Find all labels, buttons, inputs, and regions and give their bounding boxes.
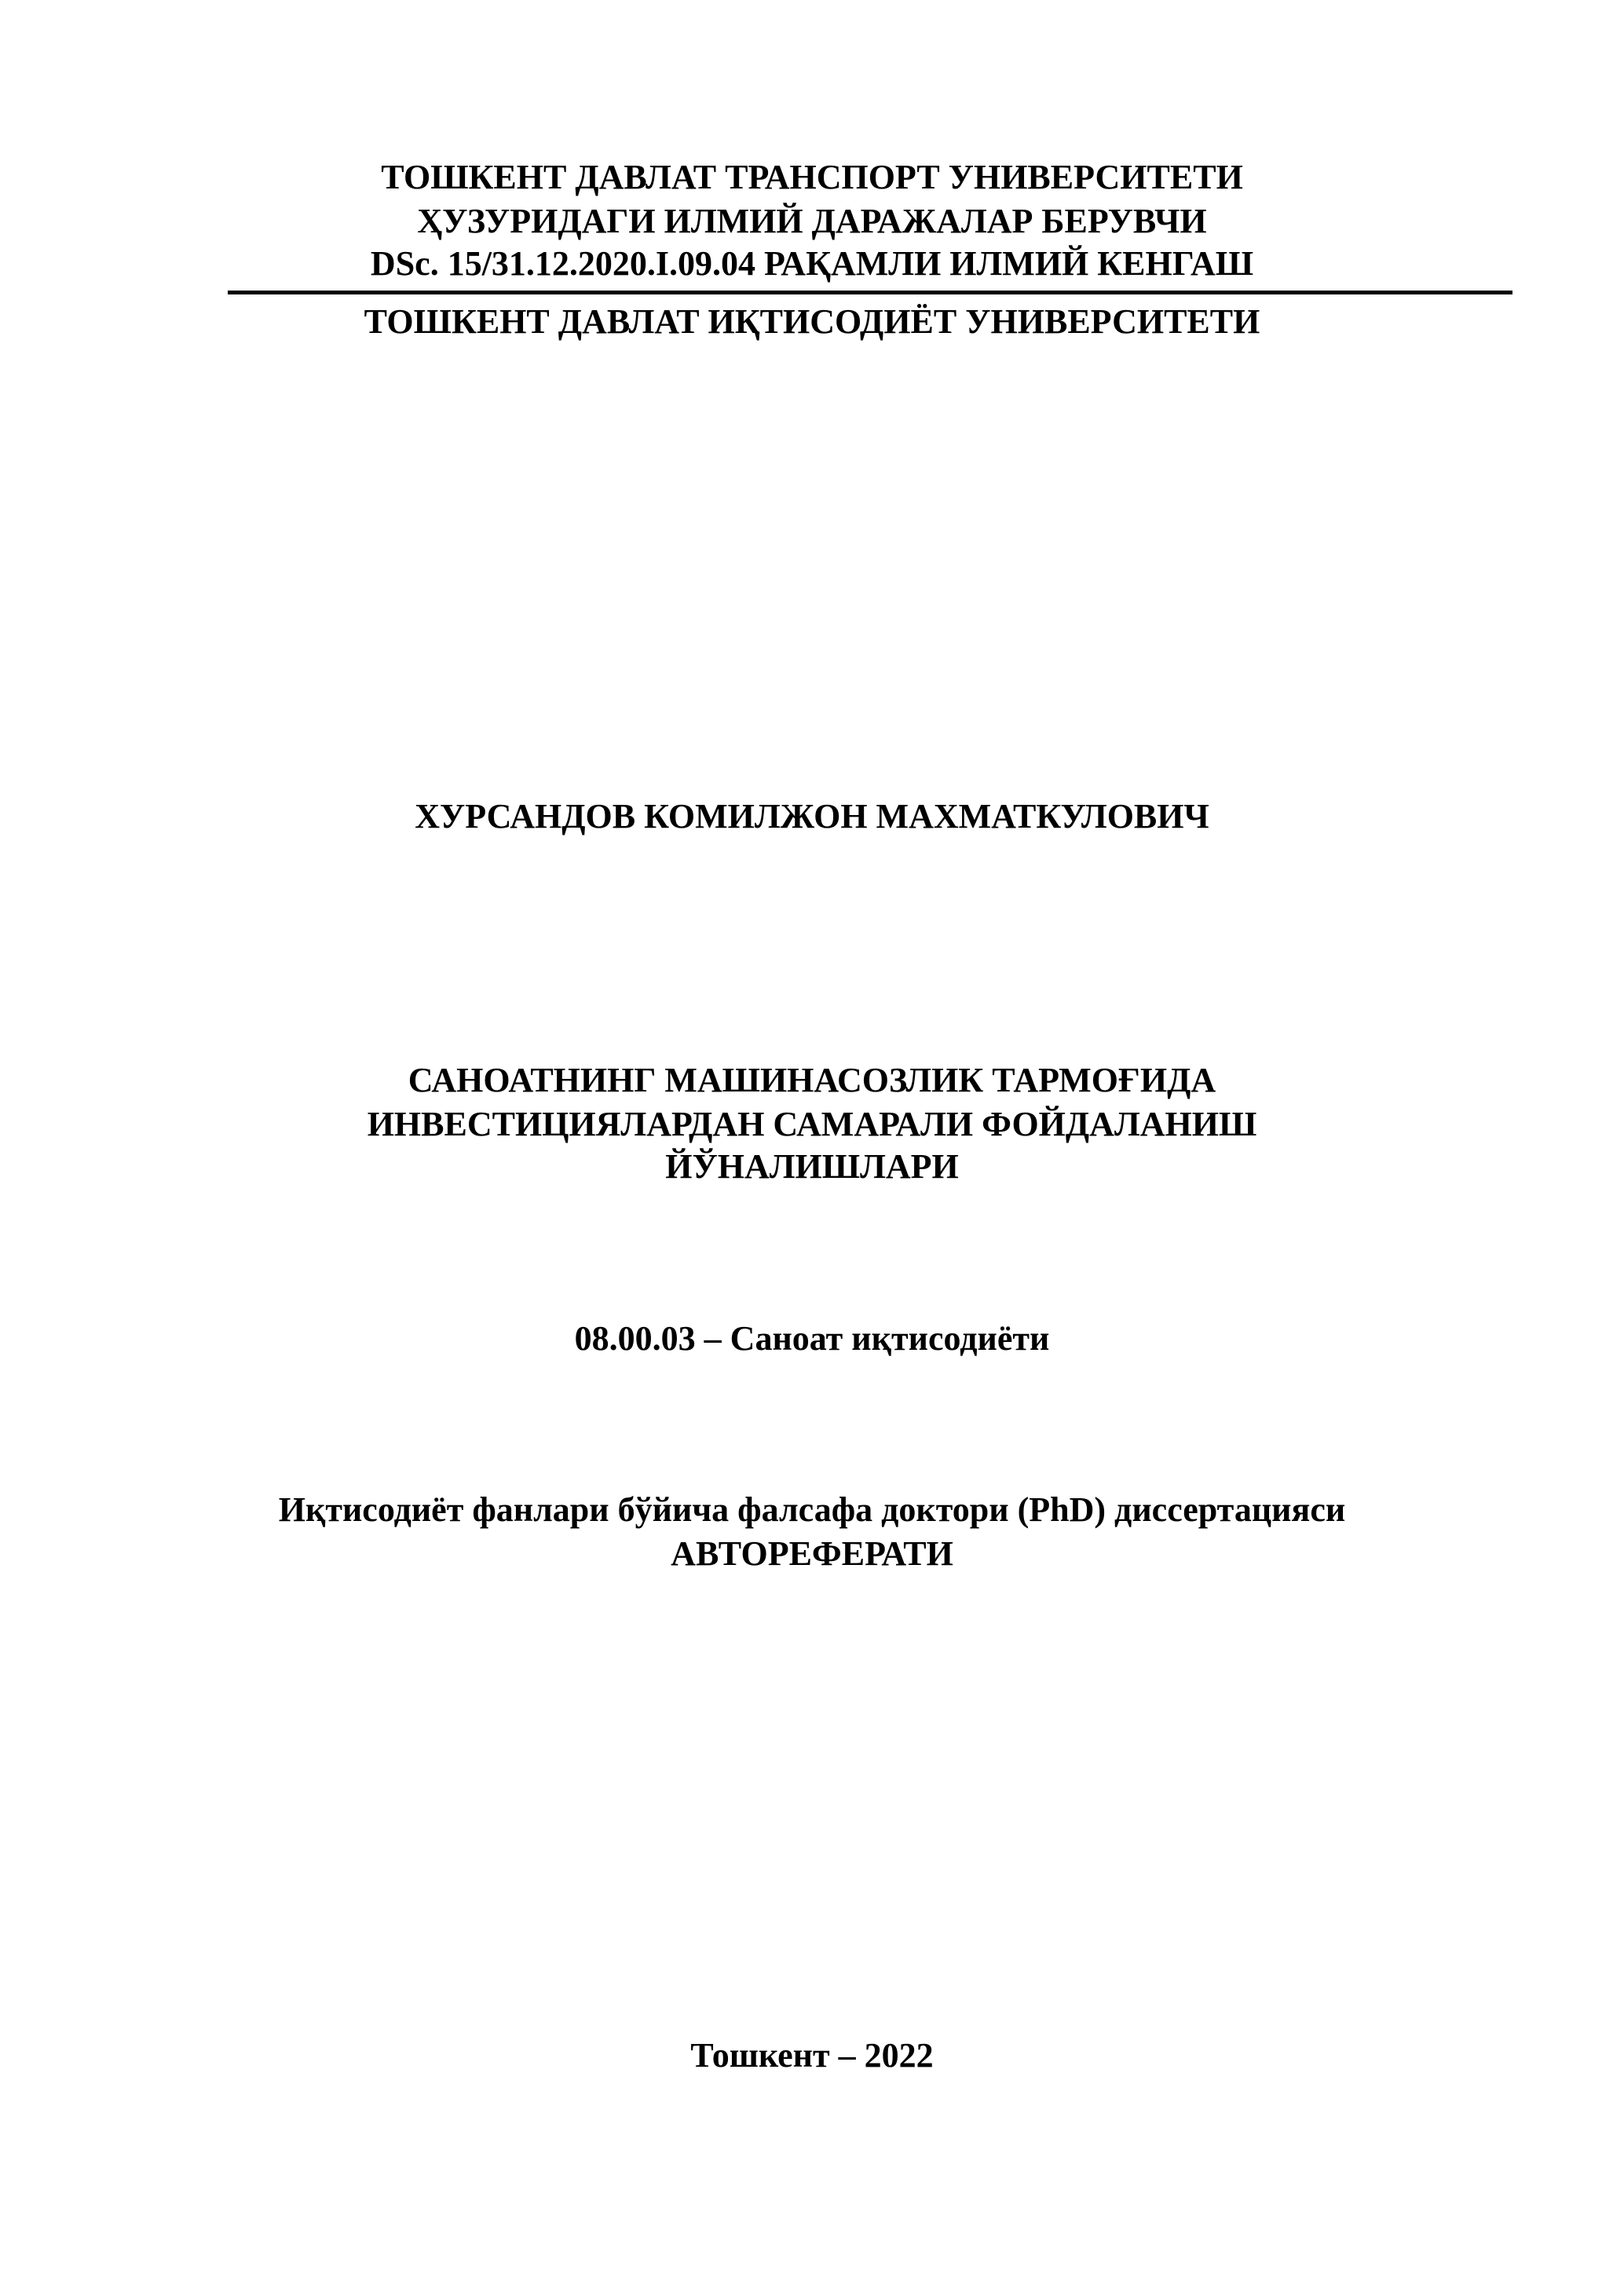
- degree-line-2: АВТОРЕФЕРАТИ: [671, 1534, 953, 1573]
- university-name: ТОШКЕНТ ДАВЛАТ ИҚТИСОДИЁТ УНИВЕРСИТЕТИ: [364, 302, 1260, 341]
- title-line-2: ИНВЕСТИЦИЯЛАРДАН САМАРАЛИ ФОЙДАЛАНИШ: [367, 1105, 1257, 1143]
- city-year: Тошкент – 2022: [690, 2036, 934, 2075]
- council-line-2: ҲУЗУРИДАГИ ИЛМИЙ ДАРАЖАЛАР БЕРУВЧИ: [417, 202, 1207, 240]
- title-line-3: ЙЎНАЛИШЛАРИ: [665, 1147, 959, 1186]
- header-divider: [228, 291, 1512, 294]
- council-line-1: ТОШКЕНТ ДАВЛАТ ТРАНСПОРТ УНИВЕРСИТЕТИ: [381, 158, 1243, 196]
- title-line-1: САНОАТНИНГ МАШИНАСОЗЛИК ТАРМОҒИДА: [408, 1061, 1216, 1099]
- author-name: ХУРСАНДОВ КОМИЛЖОН МАХМАТКУЛОВИЧ: [415, 797, 1209, 835]
- council-line-3: DSc. 15/31.12.2020.I.09.04 РАҚАМЛИ ИЛМИЙ КЕНГАШ: [370, 244, 1254, 283]
- degree-line-1: Иқтисодиёт фанлари бўйича фалсафа доктори (PhD) диссертацияси: [278, 1490, 1346, 1529]
- specialty-code: 08.00.03 – Саноат иқтисодиёти: [574, 1319, 1050, 1358]
